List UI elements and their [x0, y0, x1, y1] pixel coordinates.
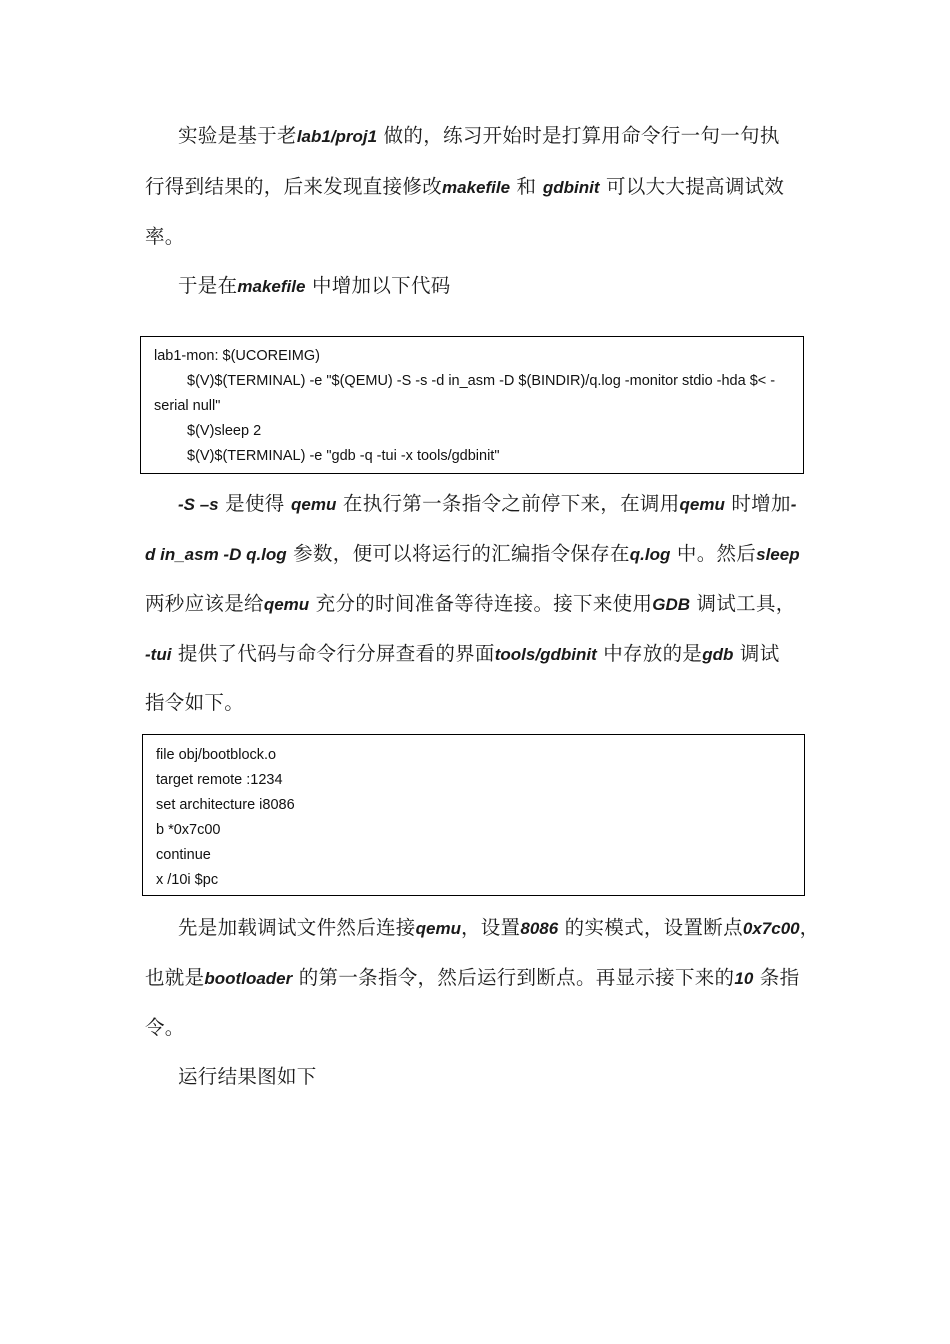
code-line: $(V)sleep 2 — [187, 423, 262, 439]
text-run: ， — [799, 916, 820, 939]
text-run: 于是在 — [178, 274, 238, 297]
text-run: 令。 — [145, 1016, 185, 1039]
text-run: 运行结果图如下 — [178, 1065, 317, 1088]
paragraph-5-line-1 — [178, 1065, 317, 1089]
text-run: 中存放的是 — [596, 642, 703, 665]
text-run: 可以大大提高调试效 — [599, 175, 785, 198]
text-run: 中。然后 — [670, 542, 757, 565]
code-term: 10 — [734, 969, 754, 988]
code-term: 8086 — [520, 919, 559, 938]
text-run: 调试 — [733, 642, 780, 665]
code-term: qemu — [291, 495, 337, 514]
code-line: set architecture i8086 — [156, 797, 295, 813]
text-run: 实验是基于老 — [178, 124, 297, 147]
text-run: 指令如下。 — [145, 691, 245, 714]
code-term: sleep — [756, 545, 800, 564]
code-term: d in_asm -D q.log — [145, 545, 287, 564]
code-line: $(V)$(TERMINAL) -e "$(QEMU) -S -s -d in_asm -D $(BINDIR)/q.log -monitor stdio -hda $< - — [187, 373, 776, 389]
code-term: lab1/proj1 — [296, 127, 378, 146]
code-term: qemu — [415, 919, 461, 938]
code-line: continue — [156, 847, 211, 863]
paragraph-2-line-1 — [178, 274, 451, 299]
code-term: q.log — [629, 545, 671, 564]
text-run: 先是加载调试文件然后连接 — [178, 916, 416, 939]
text-run: 行得到结果的，后来发现直接修改 — [145, 175, 443, 198]
code-term: -S –s — [178, 495, 219, 514]
text-run: 提供了代码与命令行分屏查看的界面 — [171, 642, 495, 665]
paragraph-3-line-1 — [178, 492, 796, 517]
text-run: 参数，便可以将运行的汇编指令保存在 — [286, 542, 630, 565]
code-term: GDB — [652, 595, 691, 614]
text-run: 率。 — [145, 225, 185, 248]
code-line: serial null" — [154, 398, 221, 414]
text-run: 时增加 — [724, 492, 791, 515]
code-line: b *0x7c00 — [156, 822, 221, 838]
code-term: 0x7c00 — [742, 919, 800, 938]
code-line: target remote :1234 — [156, 772, 283, 788]
paragraph-4-line-2 — [145, 966, 799, 991]
text-run: 充分的时间准备等待连接。接下来使用 — [309, 592, 653, 615]
code-block-gdbinit — [142, 734, 805, 896]
code-term: makefile — [442, 178, 511, 197]
code-term: gdbinit — [542, 178, 600, 197]
paragraph-3-line-3 — [145, 592, 796, 617]
text-run: ，设置 — [460, 916, 521, 939]
text-run: 做的，练习开始时是打算用命令行一句一句执 — [377, 124, 780, 147]
code-term: bootloader — [204, 969, 293, 988]
code-term: tools/gdbinit — [494, 645, 597, 664]
text-run: 在执行第一条指令之前停下来，在调用 — [336, 492, 680, 515]
paragraph-1-line-2 — [145, 175, 784, 200]
paragraph-3-line-2 — [145, 542, 800, 567]
text-run: 也就是 — [145, 966, 205, 989]
paragraph-1-line-1 — [178, 124, 780, 149]
text-run: 中增加以下代码 — [305, 274, 451, 297]
paragraph-1-line-3 — [145, 225, 185, 249]
code-line: file obj/bootblock.o — [156, 747, 277, 763]
paragraph-3-line-5 — [145, 691, 244, 715]
text-run: 条指 — [753, 966, 800, 989]
code-line: $(V)$(TERMINAL) -e "gdb -q -tui -x tools/gdbinit" — [187, 448, 500, 464]
text-run: 是使得 — [218, 492, 292, 515]
paragraph-4-line-1 — [178, 916, 819, 941]
code-term: - — [790, 495, 797, 514]
text-run: 的第一条指令，然后运行到断点。再显示接下来的 — [292, 966, 735, 989]
text-run: 的实模式，设置断点 — [558, 916, 743, 939]
code-term: qemu — [679, 495, 725, 514]
code-term: qemu — [263, 595, 310, 614]
code-line: lab1-mon: $(UCOREIMG) — [154, 348, 320, 364]
code-line: x /10i $pc — [156, 872, 219, 888]
text-run: 和 — [510, 175, 543, 198]
code-term: -tui — [145, 645, 172, 664]
text-run: 调试工具， — [690, 592, 796, 615]
text-run: 两秒应该是给 — [145, 592, 264, 615]
code-term: gdb — [702, 645, 734, 664]
paragraph-3-line-4 — [145, 642, 780, 667]
paragraph-4-line-3 — [145, 1016, 185, 1040]
code-block-makefile — [140, 336, 804, 474]
code-term: makefile — [237, 277, 306, 296]
